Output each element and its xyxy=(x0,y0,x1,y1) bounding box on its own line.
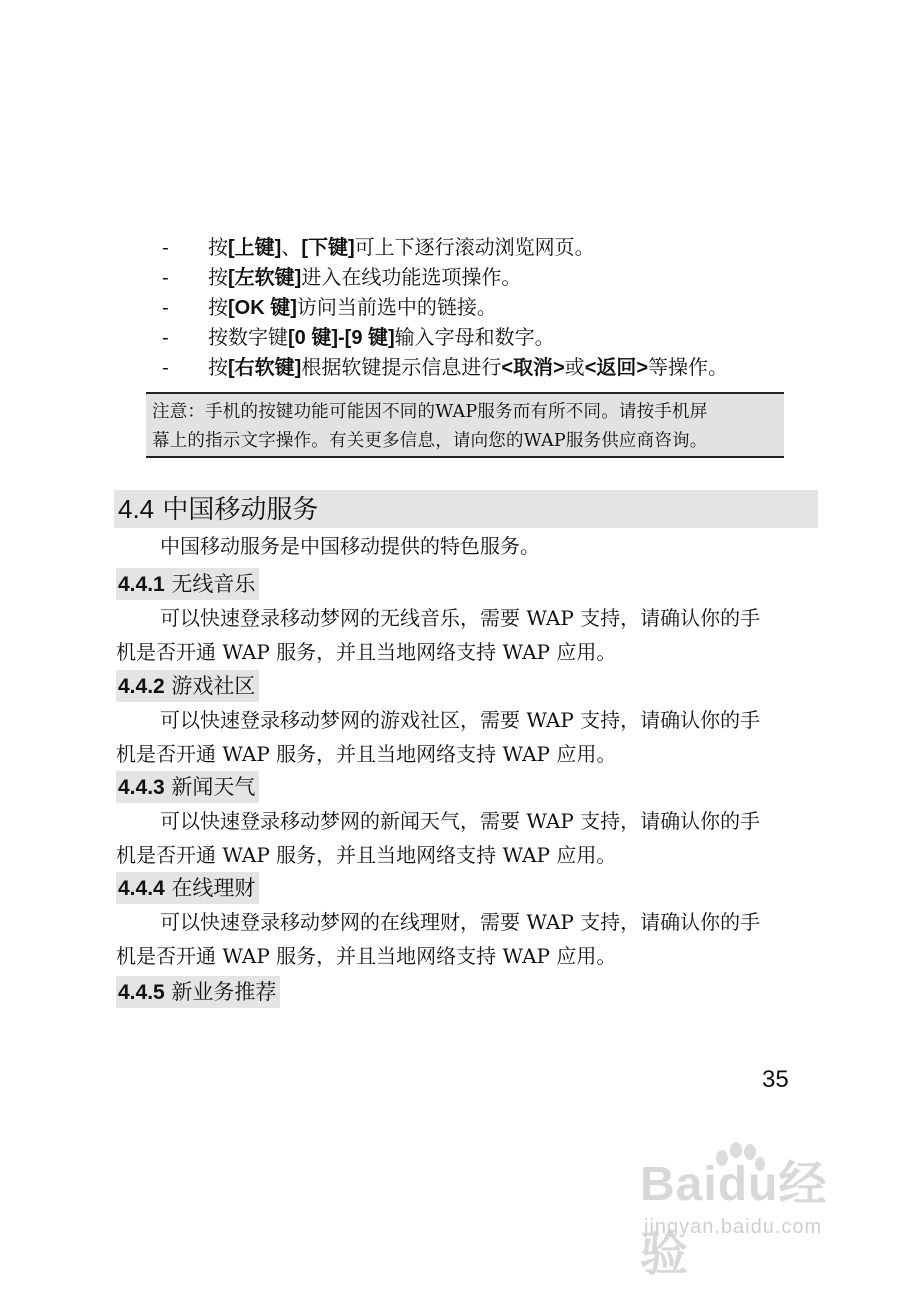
list-item xyxy=(162,262,862,292)
subsection-number: 4.4.3 xyxy=(118,776,165,799)
subsection-body xyxy=(116,804,820,872)
subsection-number: 4.4.5 xyxy=(118,981,165,1004)
subsection-heading xyxy=(116,670,259,702)
section-number: 4.4 xyxy=(118,494,155,524)
subsection-heading xyxy=(116,976,280,1008)
list-item xyxy=(162,292,862,322)
subsection-title: 新闻天气 xyxy=(171,775,256,799)
list-item-text: 按[OK 键]访问当前选中的链接。 xyxy=(208,295,497,319)
body-line: 机是否开通 WAP 服务，并且当地网络支持 WAP 应用。 xyxy=(116,944,617,968)
subsection-body xyxy=(116,601,820,669)
watermark-url: jingyan.baidu.com xyxy=(644,1216,823,1238)
body-line: 可以快速登录移动梦网的新闻天气，需要 WAP 支持，请确认你的手 xyxy=(160,809,761,833)
subsection-title: 在线理财 xyxy=(171,876,256,900)
subsection-title: 无线音乐 xyxy=(171,572,256,596)
key-instructions-list xyxy=(162,232,862,382)
subsection-number: 4.4.1 xyxy=(118,573,165,596)
list-item-text: 按[右软键]根据软键提示信息进行<取消>或<返回>等操作。 xyxy=(208,355,729,379)
subsection-title: 游戏社区 xyxy=(171,674,256,698)
section-heading xyxy=(114,490,818,528)
note-line: 幕上的指示文字操作。有关更多信息，请向您的WAP服务供应商咨询。 xyxy=(152,431,708,451)
body-line: 可以快速登录移动梦网的游戏社区，需要 WAP 支持，请确认你的手 xyxy=(160,708,761,732)
subsection-heading xyxy=(116,872,259,904)
section-title: 中国移动服务 xyxy=(162,495,319,525)
list-item xyxy=(162,352,862,382)
section-intro: 中国移动服务是中国移动提供的特色服务。 xyxy=(160,534,540,558)
list-item xyxy=(162,232,862,262)
list-dash: - xyxy=(162,295,169,319)
subsection-title: 新业务推荐 xyxy=(171,980,277,1004)
list-item-text: 按[上键]、[下键]可上下逐行滚动浏览网页。 xyxy=(208,235,595,259)
body-line: 可以快速登录移动梦网的在线理财，需要 WAP 支持，请确认你的手 xyxy=(160,910,761,934)
subsection-heading xyxy=(116,568,259,600)
list-item-text: 按[左软键]进入在线功能选项操作。 xyxy=(208,265,522,289)
body-line: 机是否开通 WAP 服务，并且当地网络支持 WAP 应用。 xyxy=(116,640,617,664)
list-dash: - xyxy=(162,235,169,259)
subsection-heading xyxy=(116,771,259,803)
list-item-text: 按数字键[0 键]-[9 键]输入字母和数字。 xyxy=(208,325,555,349)
list-dash: - xyxy=(162,265,169,289)
body-line: 机是否开通 WAP 服务，并且当地网络支持 WAP 应用。 xyxy=(116,843,617,867)
subsection-body xyxy=(116,905,820,973)
list-dash: - xyxy=(162,325,169,349)
body-line: 机是否开通 WAP 服务，并且当地网络支持 WAP 应用。 xyxy=(116,742,617,766)
note-box xyxy=(146,392,784,458)
subsection-number: 4.4.4 xyxy=(118,877,165,900)
list-item xyxy=(162,322,862,352)
page-number: 35 xyxy=(762,1066,789,1093)
note-line: 注意：手机的按键功能可能因不同的WAP服务而有所不同。请按手机屏 xyxy=(152,402,708,422)
body-line: 可以快速登录移动梦网的无线音乐，需要 WAP 支持，请确认你的手 xyxy=(160,606,761,630)
subsection-number: 4.4.2 xyxy=(118,675,165,698)
watermark-logo: Baidu经验 xyxy=(640,1158,828,1281)
subsection-body xyxy=(116,703,820,771)
list-dash: - xyxy=(162,355,169,379)
